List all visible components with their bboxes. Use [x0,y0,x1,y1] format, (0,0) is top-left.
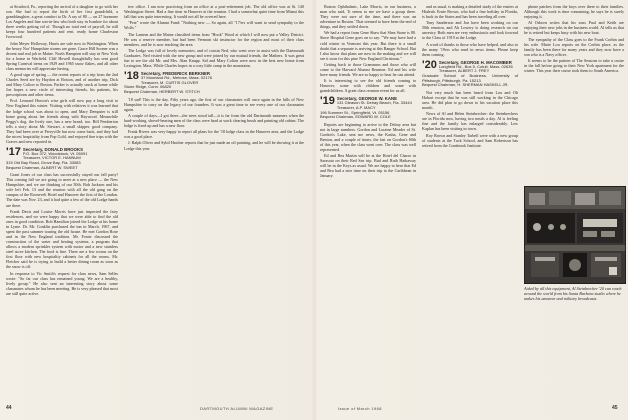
secretary-name: Secretary, FREDERICK BERKNER [140,71,211,77]
running-head-right: Issue of March 1968 [338,406,382,411]
text-column-5 [524,4,624,182]
paragraph: The Lantern and the Maine classified items from "Hook" Wood at which I will now put a Valley District. He was a reserve member, but had been Vermont ski instructor for the region and most of their class members, and he is now teaching the area. [124,31,304,47]
page-number-left: 44 [6,405,12,411]
radio-station-photo [524,186,626,284]
paragraph: Getting back to those Grammars and those who will come to the Harvard Alumni Reunion: Ed and his wife have many friends. We are so happy to hear he can attend. [320,61,416,77]
bequest-chairman: Bequest Chairman, HERBERT W. STITCH [124,88,200,94]
class-year: '20 [422,58,437,71]
paragraph: A word of thanks to those who have helped, and also to the many '19ers who send in news items. Please keep them coming. [422,41,518,57]
treasurer-address: 315 Old Bay Road, Grove Bay, Fla. 33083 [6,160,81,166]
paragraph: Tony Sanderson and Jon have been working on our 50th reunion, and Ab Lowery is doing research on our ancestry. Both men are very enthusiastic and look forward to the Class of 1919 at the Lodge. [422,20,518,41]
class-year: '17 [6,145,21,158]
paragraph: Roy Brown and Stanley Tarbell were with a new group of students at the Tuck School, and Sam Robertson has retired from the Cranbrook Institute. [422,132,518,148]
treasurer-name: Treasurer, ALBERT J. FREY [438,68,490,74]
paragraph: Frank Rivers was very happy to report all plans for the '18 lodge class in the Hanover area, and the Lodge was a good place. [124,129,304,140]
photo-caption: Aided by all this equipment, Al Steinbrecher '20 can reach around the world from his Santa Barbara studio where he makes his amateur and military broadcasts. [524,286,622,301]
bequest-chairman: Bequest Chairman, ALBERT W. SWEET [6,164,78,170]
paragraph: tew office. I am now practicing from an office at a post-retirement job. The old office was at St. 140 Washington Street. Had a fine time in Hanover at the reunion. I had a somewhat quiet time from Miami this fall that was quite interesting. It would not all be covered here. [124,4,304,20]
paragraph: and as usual, is making a detailed study of the entries at Hialeah. Ernie Brown, who had a fine holiday in Florida, is back in the States and has been traveling all over. [422,4,518,20]
paragraph: Grant Jones of our class has successfully stayed our fall party! This coming fall we are going to meet at a new place — the New Hampshire, and we are thinking of our 50th. Bob Jackson and his wife left Feb. 13 and the reunion with all the old gang on the campus of the Roosevelt Hotel and Hanover the first of the London. The date was Nov. 23, and it had quite a few of the old Lodge hands are there. [6,172,118,208]
class-section-header [320,96,416,119]
paragraph: "Pete" wrote the Alumni Fund: "Nothing new — So again, all "17'ers will want to send sympathy to the Wolfs." [124,20,304,31]
paragraph: News of Al and Helen Steinbrecher: the Steinbrechers are in Florida now, having two meals a day. Al is feeling fine and the family has enlarged considerably. Lew Kaplan has been visiting in town. [422,111,518,132]
paragraph: Reports are beginning to arrive to the Delray area but not in large numbers. Gordon and Loraine Meader of St. Gordon's Lake, sent me news, the Kasha, Gene and Benton, and a couple of times, the last on Gordon's 60th of this year, when the class went over. The class was well represented. [320,121,416,153]
paragraph: The Lodge was full of lovely memories, and of cousin Ned, who went over to assist with the Dartmouth Graduates. Ned visited with the new group and were joined by our mutual friends, the Mathers. It was great fun to see the old Mr. and Mrs. Alan Knapp. Sid and Mary Colton were now in the best new home from Lexington, Mass. While Charles hopes in a cozy little camp in the mountains. [124,47,304,69]
text-column-3 [320,4,416,402]
paragraph: Frank Davis and Louise Morris have just inspected the fairy residences, and we were happy that we were able to find the old ones in good condition. Bob Hamilton joined the Lodge at his home in Lyme. Dr. Mr. Conklin purchased the inn in March, 1967, and spent the past summer touring the old house. He met Gordon Rose and in the New England tradition. Mr. Foster discussed the construction of the water and heating systems, a program that allows a modern sprinkler system with motor and a new stainless steel stove kitchen. The food is fine. There are a few rooms on the first floor with new hospitality cabinets for all the rooms. Mr. Fletcher said he is trying to build a better dining room as soon as the snow is off. [6,208,118,270]
page-number-right: 45 [612,405,618,411]
paragraph: We had a report from Gene Shaw that Shea Stone is 80. Since Hospital Gene goes on to say: "We may have had a cold winter in Vermont this year. But there is a small doubt that a separate is arriving at this Ranger School. But I also know that plans are now in the making and we will see it soon for this pine New England Christmas." [320,30,416,61]
running-head-left: DARTMOUTH ALUMNI MAGAZINE [200,406,274,411]
treasurer-address: 196 Summer St., Springfield, Vt. 05156 [320,109,390,115]
text-column-2 [124,4,304,402]
paragraph: The sympathy of the Class goes to the Frank Corbin and his wife. Marie Lou reports on the Corbin place, as the family has been there for many years and they now have a son who is a Navy officer. [524,36,624,57]
class-section-header [422,60,518,88]
secretary-name: Secretary, GEORGE H. MACOMBER [438,59,512,65]
secretary-name: Secretary, DONALD BROOKS [22,146,83,152]
paragraph: Prof. Leonard Horton's wise girls will now pay a long visit to New England this winter. Visiting with relatives it was learned that the lodge school was about to open, and Mary Dempster is still home going about her friends along with Haywood. Meanwhile Peggy's dog, the lively one, has a new bread, too. Bill Pemberton tells a story about Mr. Stewart, a small skipper, good company. They had been over at Perryville but now come back, and they had the nicest hospitality from Pop Gold, and enjoyed fine trips with the Graves and new reported in. [6,98,118,144]
text-column-4 [422,4,518,402]
treasurer-address: Stone Ridge, Conn. 06820 [124,84,172,90]
secretary-address: Longfield Rd., Box 5, Cotuit, Mass. 02635 [438,63,513,69]
treasurer-name: Treasurer, M. CURTIS GLOVER [140,79,199,85]
paragraph: '18 sad! This is the day. Fifty years ago, the first of our classmates will once again in the hills of New Hampshire to carry on the legacy of our founders. It was a great time to see every one of our classmates again. [124,96,304,112]
text-column-1 [6,4,118,402]
class-section-header [124,71,304,94]
treasurer-name: Treasurer, VICTOR E. HANNUM [22,155,81,161]
secretary-address: 37 Moorland Rd., Melrose, Mass. 02176 [140,75,213,81]
class-section-header [6,147,118,170]
paragraph: A couple of days—I got there—the trees stood tall—it is far from the old Dartmouth summers when the hard-working, shovel-bearing men of the class were hard at work clearing brush and painting old cabins. The lodge is fixed up and has a new floor. [124,112,304,128]
paragraph: John Meyer Holloway, Harris are safe now in Washington. When the heavy Nor' Hampshire storms are gone, Grace Hill Sooner was a decent and real job in Maine. North Hampton will stay in New York for a home in Warfield. Cliff Howell thoughtfully has sent good Spring Carnival items on 1929 and 1965 snow flakes, and all other class memories will appreciate having. [6,40,118,71]
paragraph: at Stratford, Pa., reporting the arrival of a daughter to go with her son. She had to report the birth of her first grandchild, a granddaughter, a great comfort to Dr. A ray of 80 — on 27 hormone Los Angeles and fine son-in-law who both stay in Ivanhoe for about three weeks getting rid of. Though no total end of payroll, he still keeps four hundred patients and rent. ready home Charleston Ivorwood. [6,4,118,40]
bequest-chairman: Bequest Chairman, H. SHERMAN HASKELL JR. [422,82,509,88]
paragraph: It seems to be the pattern of The Seasons to take a cruise in the fall before going to their New York apartment for the winter. This year their cruise took them to South America. [524,58,624,74]
treasurer-address: Graduate School of Business, University of Pittsburgh, Pittsburgh, Pa. 15213 [422,73,518,83]
secretary-address: P.O. Box 372, Woodstock, Vt. 05091 [22,150,88,156]
paragraph: Ed and Bea Martin will be at the Hotel del Charro in Sarasota on their Red Sea trip. Bud and Ruth Hathaway will be in the Keys as usual. We are happy to hear that Ed and Bea had a nice time on their trip to the Caribbean in January. [320,153,416,179]
paragraph: Al Osborn writes that his sons Paul and Keith are enjoying their new jobs in the business world. Al tells us that he is retired but keeps busy with his new boat. [524,20,624,36]
treasurer-name: Treasurer, A.P. MACY [336,105,376,110]
paragraph: J. Ralph Oliver and Sybil Hatcher reports that he just made an oil painting, and he will be showing it at the Lodge this year. [124,140,304,151]
bequest-chairman: Bequest Chairman, EDWARD W. COLE [320,114,391,120]
paragraph: Boston Ophthalmic, Lake Morris, in our business, a man who said, 'It seems to me we have a group there. They were not sure of the time, and there was an adventure in Boston.' That seemed to have been the end of things, and they settled down. [320,4,416,30]
paragraph: A good sign of spring — the recent reports of a trip from the 2nd Charles Seed are by Haydon at Boston, and of another trip, Dick and Mary Colton to Boston. Parker is actually stuck at home while Joe hopes a new circle of interesting friends, his patients, his prescriptions and other items. [6,71,118,98]
secretary-address: 131 Gleason St. Delray Beach, Fla. 33444 [336,100,412,106]
paragraph: Not very much has been heard from Lou and Oli Hobart except that he was still working in the Chicago area. He did plan to go down to his vacation place this month. [422,89,518,110]
paragraph: It is interesting to see the old friends coming to Hanover, some with children and some with grandchildren. A great class reunion event for us all. [320,78,416,94]
secretary-name: Secretary, GEORGE W. KANE [336,96,397,102]
paragraph: phone patches from the boys over there to their families. Although this work is time consuming, he says he is surely enjoying it. [524,4,624,20]
class-year: '19 [320,95,335,108]
paragraph: In response to Vic Smith's request for class news, Sam Selles wrote: "So far our class has remained young. We are a healthy, lively group." He also sent an interesting story about some classmates whom he has been meeting. He is very pleased that most are still quite active. [6,270,118,296]
class-year: '18 [124,70,139,83]
